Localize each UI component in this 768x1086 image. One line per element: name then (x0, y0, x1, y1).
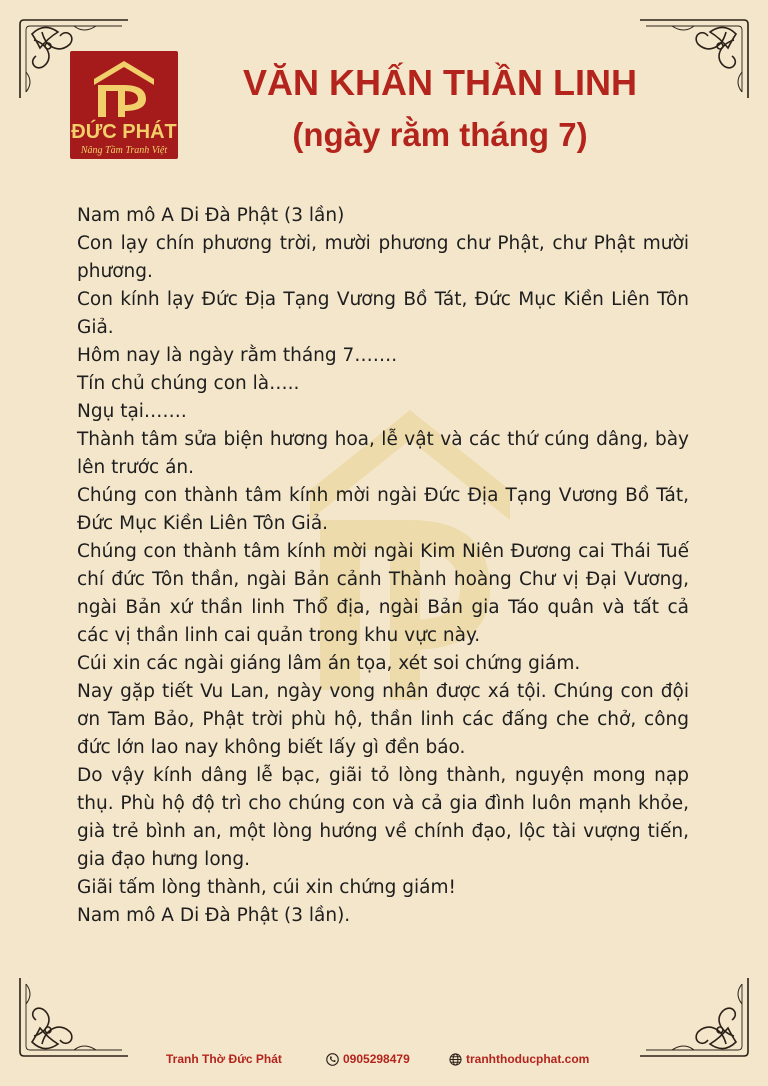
brand-logo[interactable] (70, 51, 178, 159)
prayer-text (77, 202, 689, 930)
footer-website-url: tranhthoducphat.com (466, 1052, 590, 1066)
paragraph: Tín chủ chúng con là….. (77, 373, 300, 394)
logo-mark-icon (88, 57, 160, 119)
paragraph: Nay gặp tiết Vu Lan, ngày vong nhân được xá tội. Chúng con đội ơn Tam Bảo, Phật trời phù hộ, thần linh các đấng che chở, công đức lớn lao nay không biết lấy gì đền báo. (77, 681, 689, 758)
paragraph: Cúi xin các ngài giáng lâm án tọa, xét soi chứng giám. (77, 653, 581, 674)
paragraph: Nam mô A Di Đà Phật (3 lần). (77, 905, 351, 926)
paragraph: Hôm nay là ngày rằm tháng 7……. (77, 345, 398, 366)
paragraph: Con lạy chín phương trời, mười phương chư Phật, chư Phật mười phương. (77, 233, 689, 282)
logo-slogan: Nâng Tầm Tranh Việt (80, 145, 168, 156)
logo-brand-name: ĐỨC PHÁT (71, 121, 177, 143)
globe-icon (449, 1053, 462, 1066)
paragraph: Con kính lạy Đức Địa Tạng Vương Bồ Tát, Đức Mục Kiền Liên Tôn Giả. (77, 289, 689, 338)
paragraph: Chúng con thành tâm kính mời ngài Đức Địa Tạng Vương Bồ Tát, Đức Mục Kiền Liên Tôn Giả. (77, 485, 689, 534)
footer-phone-number: 0905298479 (343, 1052, 410, 1066)
paragraph: Chúng con thành tâm kính mời ngài Kim Niên Đương cai Thái Tuế chí đức Tôn thần, ngài Bản cảnh Thành hoàng Chư vị Đại Vương, ngài Bản xứ thần linh Thổ địa, ngài Bản gia Táo quân và tất cả các vị thần linh cai quản trong khu vực này. (77, 541, 689, 646)
page-title: VĂN KHẤN THẦN LINH (243, 62, 637, 103)
phone-icon (326, 1053, 339, 1066)
paragraph: Ngụ tại……. (77, 401, 187, 422)
paragraph: Giãi tấm lòng thành, cúi xin chứng giám! (77, 877, 456, 898)
paragraph: Thành tâm sửa biện hương hoa, lễ vật và các thứ cúng dâng, bày lên trước án. (77, 429, 689, 478)
footer (0, 1049, 768, 1069)
page-subtitle: (ngày rằm tháng 7) (292, 116, 588, 153)
paragraph: Do vậy kính dâng lễ bạc, giãi tỏ lòng thành, nguyện mong nạp thụ. Phù hộ độ trì cho chúng con và cả gia đình luôn mạnh khỏe, già trẻ bình an, một lòng hướng về chính đạo, lộc tài vượng tiến, gia đạo hưng long. (77, 765, 689, 870)
footer-website[interactable] (449, 1052, 589, 1066)
footer-brand: Tranh Thờ Đức Phát (166, 1052, 282, 1066)
paragraph: Nam mô A Di Đà Phật (3 lần) (77, 205, 345, 226)
footer-phone[interactable] (326, 1052, 410, 1066)
